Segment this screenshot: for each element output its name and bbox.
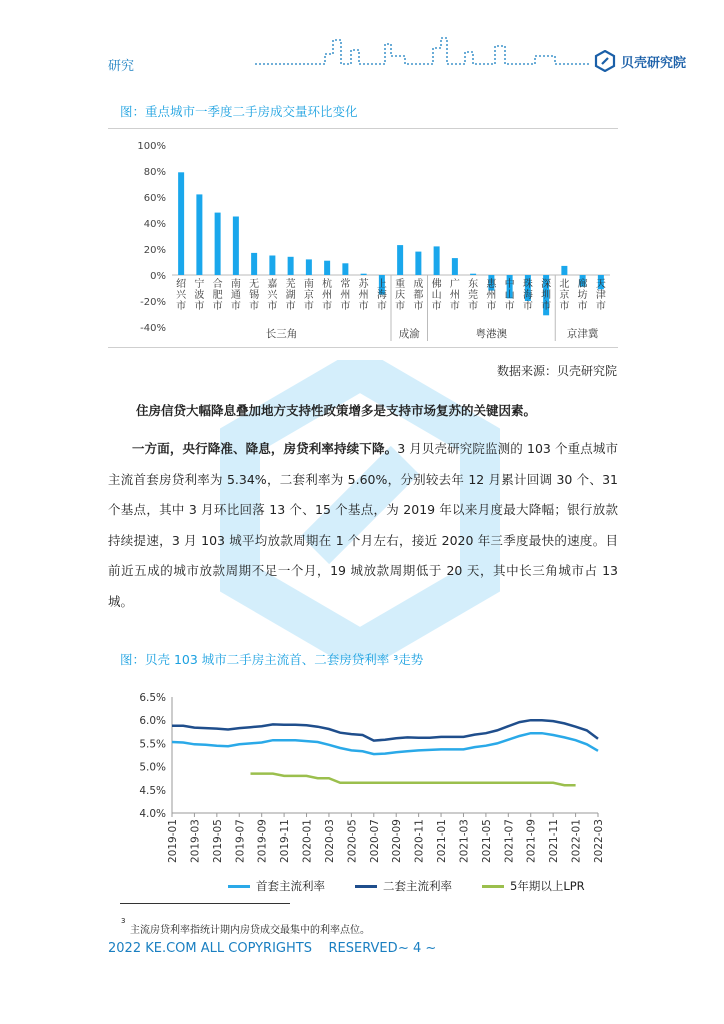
category-label: 海	[376, 290, 387, 301]
x-tick-label: 2020-05	[346, 819, 359, 863]
x-tick-label: 2020-01	[301, 819, 314, 863]
bar	[251, 253, 257, 275]
series-line	[172, 720, 598, 740]
category-label: 州	[322, 290, 333, 301]
bar-chart	[108, 129, 618, 347]
bar	[324, 261, 330, 275]
category-label: 深	[541, 279, 552, 290]
x-tick-label: 2022-01	[570, 819, 583, 863]
category-label: 州	[340, 290, 351, 301]
bar	[342, 263, 348, 275]
x-tick-label: 2020-03	[323, 819, 336, 863]
bar	[233, 217, 239, 276]
y-tick-label: -20%	[140, 297, 166, 308]
category-label: 嘉	[267, 279, 278, 290]
header-section-label: 研究	[108, 59, 135, 74]
x-tick-label: 2019-05	[211, 819, 224, 863]
category-label: 常	[340, 279, 351, 290]
series-line	[251, 774, 576, 786]
group-label: 京津冀	[566, 328, 599, 340]
category-label: 市	[449, 301, 460, 312]
page-number: ~ 4 ~	[398, 941, 437, 956]
category-label: 市	[230, 301, 241, 312]
x-tick-label: 2020-11	[413, 819, 426, 863]
category-label: 市	[541, 301, 552, 312]
category-label: 都	[413, 290, 424, 301]
category-label: 市	[322, 301, 333, 312]
category-label: 莞	[468, 290, 479, 301]
paragraph-body	[108, 434, 618, 617]
category-label: 苏	[358, 279, 369, 290]
figure2-title: 图：贝壳 103 城市二手房主流首、二套房贷利率 ³走势	[120, 652, 424, 667]
x-tick-label: 2019-09	[256, 819, 269, 863]
brand-logo	[594, 50, 686, 72]
x-tick-label: 2020-09	[391, 819, 404, 863]
bar	[561, 266, 567, 275]
category-label: 中	[504, 279, 515, 290]
x-tick-label: 2021-03	[458, 819, 471, 863]
x-tick-label: 2021-09	[525, 819, 538, 863]
category-label: 兴	[267, 290, 278, 301]
category-label: 市	[194, 301, 205, 312]
category-label: 京	[559, 290, 570, 301]
legend-swatch	[482, 885, 504, 888]
x-tick-label: 2021-07	[503, 819, 516, 863]
category-label: 州	[449, 290, 460, 301]
category-label: 波	[194, 290, 205, 301]
category-label: 津	[595, 290, 606, 301]
category-label: 绍	[176, 279, 187, 290]
category-label: 市	[577, 301, 588, 312]
category-label: 湖	[285, 290, 296, 301]
x-tick-label: 2021-11	[548, 819, 561, 863]
x-tick-label: 2019-01	[167, 819, 179, 863]
paragraph-key-point: 住房信贷大幅降息叠加地方支持性政策增多是支持市场复苏的关键因素。	[136, 403, 537, 418]
series-line	[172, 733, 598, 754]
category-label: 南	[303, 279, 314, 290]
bar	[306, 259, 312, 275]
legend-item-lpr	[482, 878, 585, 894]
legend-label: 5年期以上LPR	[510, 879, 585, 893]
category-label: 杭	[322, 279, 333, 290]
figure1-title: 图：重点城市一季度二手房成交量环比变化	[120, 104, 358, 119]
y-tick-label: 40%	[143, 219, 166, 230]
legend-swatch	[228, 885, 250, 888]
y-tick-label: 4.0%	[139, 808, 166, 820]
category-label: 南	[230, 279, 241, 290]
category-label: 惠	[486, 279, 497, 290]
category-label: 佛	[431, 279, 442, 290]
bar	[288, 257, 294, 275]
y-tick-label: 100%	[137, 141, 166, 152]
footnote-text: 主流房贷利率指统计期内房贷成交最集中的利率点位。	[130, 925, 370, 936]
category-label: 市	[212, 301, 223, 312]
paragraph-body-text: 3 月贝壳研究院监测的 103 个重点城市主流首套房贷利率为 5.34%，二套利率为 5.60%，分别较去年 12 月累计回调 30 个、31 个基点，其中 3 月环比回落 13 个、15 个基点，为 2019 年以来月度最大降幅；银行放款持续提速，3 月 103 城平均放款周期在 1 个月左右，接近 2020 年三季度最快的速度。目前近五成的城市放款周期不足一个月，19 城放款周期低于 20 天，其中长三角城市占 13 城。	[108, 441, 618, 609]
x-tick-label: 2019-07	[234, 819, 247, 863]
legend-label: 二套主流利率	[383, 879, 452, 893]
category-label: 天	[595, 279, 606, 290]
bar	[196, 194, 202, 275]
category-label: 锡	[249, 290, 260, 301]
y-tick-label: 60%	[143, 193, 166, 204]
category-label: 东	[468, 279, 479, 290]
bar	[215, 213, 221, 275]
x-tick-label: 2020-07	[368, 819, 381, 863]
category-label: 市	[595, 301, 606, 312]
category-label: 肥	[212, 290, 223, 301]
line-chart-legend	[228, 878, 585, 894]
legend-swatch	[355, 885, 377, 888]
bar	[415, 252, 421, 275]
category-label: 市	[285, 301, 296, 312]
category-label: 芜	[285, 279, 296, 290]
category-label: 合	[212, 279, 223, 290]
line-chart	[108, 682, 618, 872]
category-label: 市	[522, 301, 533, 312]
legend-label: 首套主流利率	[256, 879, 325, 893]
category-label: 圳	[541, 290, 552, 301]
bar	[178, 172, 184, 275]
paragraph-body-lead: 一方面，央行降准、降息，房贷利率持续下降。	[132, 441, 398, 456]
x-tick-label: 2022-03	[593, 819, 605, 863]
footer-copyright: 2022 KE.COM ALL COPYRIGHTS RESERVED	[108, 941, 398, 956]
header-skyline-decoration	[255, 36, 590, 70]
category-label: 山	[504, 290, 515, 301]
footnote-mark: 3	[121, 917, 126, 925]
category-label: 市	[340, 301, 351, 312]
category-label: 市	[395, 301, 406, 312]
group-label: 成渝	[398, 328, 420, 340]
y-tick-label: 20%	[143, 245, 166, 256]
legend-item-second-home	[355, 878, 452, 894]
bar	[361, 274, 367, 275]
category-label: 重	[395, 279, 406, 290]
y-tick-label: 0%	[150, 271, 166, 282]
bar	[269, 256, 275, 276]
footnote-divider	[120, 903, 290, 904]
category-label: 庆	[395, 290, 406, 301]
category-label: 通	[230, 290, 241, 301]
x-tick-label: 2021-01	[436, 819, 449, 863]
category-label: 广	[449, 279, 460, 290]
category-label: 宁	[194, 279, 205, 290]
y-tick-label: 6.5%	[139, 692, 166, 704]
y-tick-label: 5.5%	[139, 738, 166, 751]
group-label: 长三角	[265, 328, 298, 340]
category-label: 市	[504, 301, 515, 312]
category-label: 市	[358, 301, 369, 312]
category-label: 州	[486, 290, 497, 301]
category-label: 市	[468, 301, 479, 312]
x-tick-label: 2019-03	[189, 819, 202, 863]
category-label: 兴	[176, 290, 187, 301]
category-label: 上	[376, 279, 387, 290]
category-label: 廊	[577, 279, 588, 290]
category-label: 市	[249, 301, 260, 312]
category-label: 市	[303, 301, 314, 312]
y-tick-label: 4.5%	[139, 784, 166, 797]
category-label: 坊	[577, 290, 588, 301]
category-label: 市	[376, 301, 387, 312]
bar	[470, 274, 476, 275]
bar	[434, 246, 440, 275]
figure1-source: 数据来源：贝壳研究院	[496, 364, 617, 378]
y-tick-label: 5.0%	[139, 761, 166, 774]
y-tick-label: -40%	[140, 323, 166, 334]
category-label: 京	[303, 290, 314, 301]
hexagon-logo-icon	[594, 50, 616, 72]
category-label: 成	[413, 279, 424, 290]
brand-name: 贝壳研究院	[621, 55, 687, 71]
legend-item-first-home	[228, 878, 325, 894]
category-label: 珠	[522, 279, 533, 290]
category-label: 市	[559, 301, 570, 312]
y-tick-label: 80%	[143, 167, 166, 178]
y-tick-label: 6.0%	[139, 715, 166, 728]
bar	[452, 258, 458, 275]
category-label: 北	[559, 279, 570, 290]
category-label: 市	[176, 301, 187, 312]
bar	[397, 245, 403, 275]
category-label: 市	[431, 301, 442, 312]
group-label: 粤港澳	[475, 328, 508, 340]
category-label: 市	[267, 301, 278, 312]
x-tick-label: 2021-05	[480, 819, 493, 863]
category-label: 州	[358, 290, 369, 301]
category-label: 无	[249, 279, 260, 290]
figure1-frame	[108, 128, 618, 348]
category-label: 山	[431, 290, 442, 301]
category-label: 海	[522, 290, 533, 301]
category-label: 市	[486, 301, 497, 312]
x-tick-label: 2019-11	[279, 819, 292, 863]
category-label: 市	[413, 301, 424, 312]
